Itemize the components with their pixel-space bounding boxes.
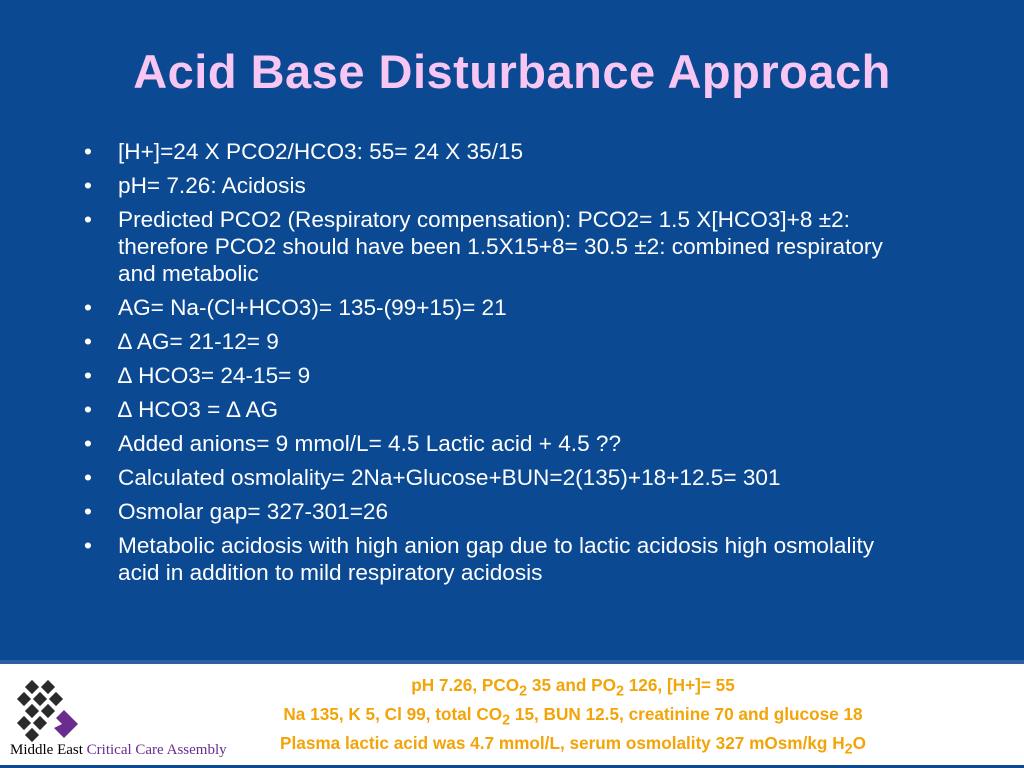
bullet-marker: • (84, 363, 92, 388)
bullet-item: • Predicted PCO2 (Respiratory compensation): PCO2= 1.5 X[HCO3]+8 ±2: therefore PCO2 should have been 1.5X15+8= 30.5 ±2: combined respiratory and metabolic (84, 207, 883, 286)
bullet-marker: • (84, 533, 92, 558)
diamond-lattice-logo-icon (12, 680, 92, 750)
bullet-marker: • (84, 295, 92, 320)
bullet-item: • Metabolic acidosis with high anion gap due to lactic acidosis high osmolality acid in addition to mild respiratory acidosis (84, 533, 875, 585)
bullet-marker: • (84, 139, 92, 164)
footer-panel (0, 660, 1024, 768)
bullet-marker: • (84, 499, 92, 524)
case-line-3: Plasma lactic acid was 4.7 mmol/L, serum osmolality 327 mOsm/kg $H_2O$ (280, 732, 866, 758)
bullet-marker: • (84, 329, 92, 354)
bullet-item: • [H+]=24 X PCO2/HCO3: 55= 24 X 35/15 (84, 139, 524, 164)
slide-title: Acid Base Disturbance Approach (133, 45, 891, 98)
bullet-item: • Added anions= 9 mmol/L= 4.5 Lactic acid + 4.5 ?? (84, 431, 622, 456)
bullet-item: • ∆ AG= 21-12= 9 (84, 329, 279, 354)
case-line-1: pH 7.26, $PCO_2$ 35 and $PO_2$ 126, [H+]= 55 (411, 675, 735, 700)
bullet-item: • ∆ HCO3 = ∆ AG (84, 397, 279, 422)
bullet-marker: • (84, 173, 92, 198)
bullet-item: • AG= Na-(Cl+HCO3)= 135-(99+15)= 21 (84, 295, 507, 320)
bullet-item: • ∆ HCO3= 24-15= 9 (84, 363, 311, 388)
case-summary (178, 674, 968, 761)
bullet-marker: • (84, 431, 92, 456)
bullet-marker: • (84, 207, 92, 232)
bullet-marker: • (84, 397, 92, 422)
bullet-marker: • (84, 465, 92, 490)
organization-name: Middle East Critical Care Assembly (10, 742, 227, 758)
bullet-item: • Calculated osmolality= 2Na+Glucose+BUN=2(135)+18+12.5= 301 (84, 465, 781, 490)
bullet-list (84, 138, 914, 593)
case-line-2: Na 135, K 5, Cl 99, total $CO_2$ 15, BUN 12.5, creatinine 70 and glucose 18 (283, 703, 863, 729)
bullet-item: • Osmolar gap= 327-301=26 (84, 499, 389, 524)
bullet-item: • pH= 7.26: Acidosis (84, 173, 306, 198)
